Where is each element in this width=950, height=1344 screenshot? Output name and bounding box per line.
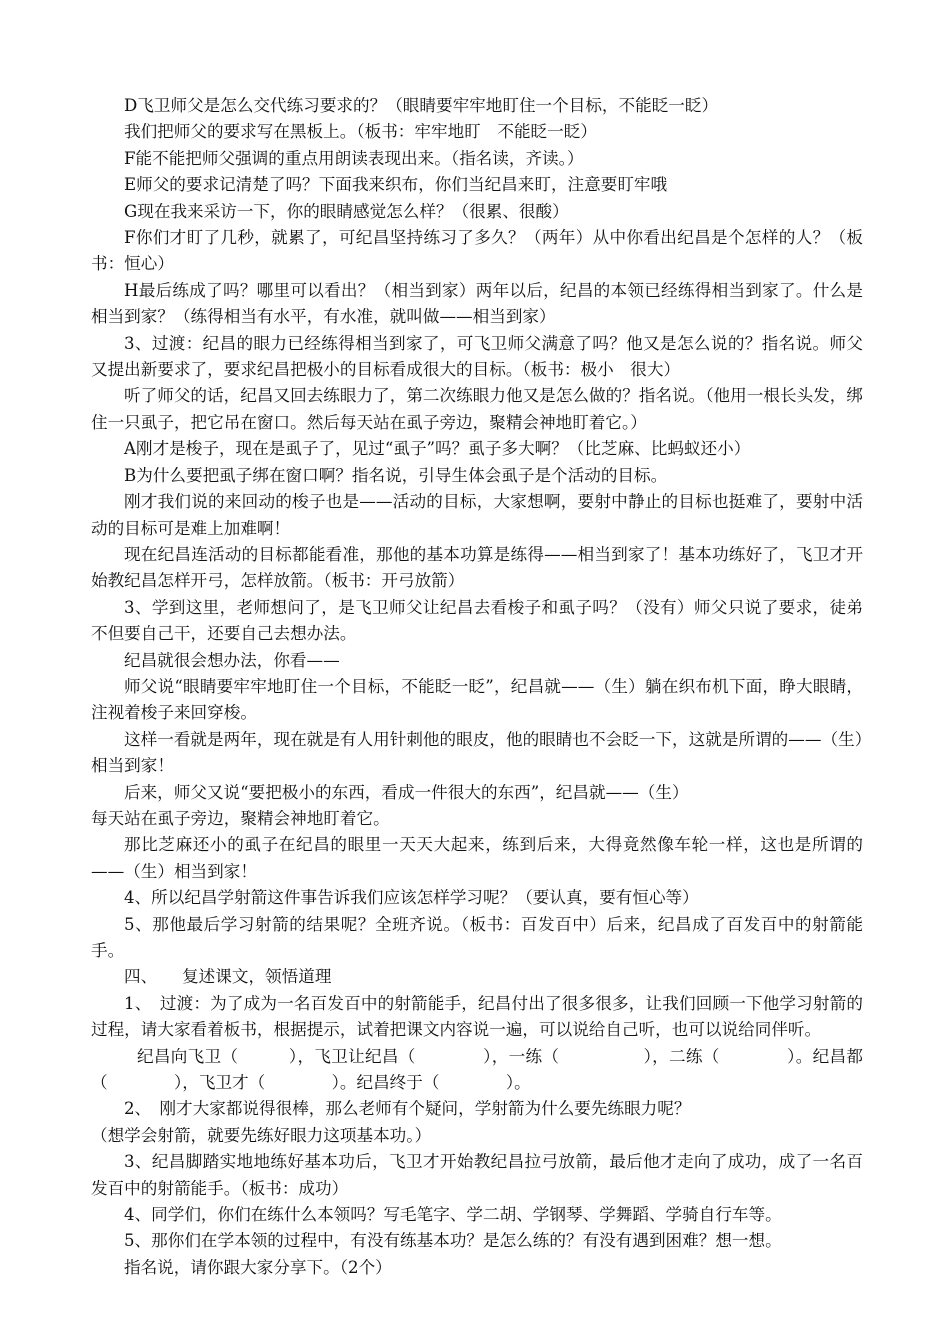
paragraph: 5、那你们在学本领的过程中，有没有练基本功？是怎么练的？有没有遇到困难？想一想。 [124, 1231, 782, 1251]
paragraph: 4、所以纪昌学射箭这件事告诉我们应该怎样学习呢？（要认真，要有恒心等） [124, 888, 699, 908]
paragraph: 纪昌就很会想办法，你看—— [124, 650, 340, 670]
paragraph: 3、纪昌脚踏实地地练好基本功后，飞卫才开始教纪昌拉弓放箭，最后他才走向了成功，成了一名百发百中的射箭能手。（板书：成功） [91, 1152, 863, 1198]
paragraph: 师父说“眼睛要牢牢地盯住一个目标，不能眨一眨”，纪昌就——（生）躺在织布机下面，睁大眼睛，注视着梭子来回穿梭。 [91, 676, 863, 723]
section-heading: 四、 复述课文，领悟道理 [124, 967, 332, 987]
paragraph: F你们才盯了几秒，就累了，可纪昌坚持练习了多久？（两年）从中你看出纪昌是个怎样的人？（板书：恒心） [91, 228, 863, 274]
paragraph: G现在我来采访一下，你的眼睛感觉怎么样？（很累、很酸） [124, 201, 569, 221]
paragraph: D飞卫师父是怎么交代练习要求的？（眼睛要牢牢地盯住一个目标，不能眨一眨） [124, 96, 719, 115]
paragraph: 3、学到这里，老师想问了，是飞卫师父让纪昌去看梭子和虱子吗？（没有）师父只说了要求，徒弟不但要自己干，还要自己去想办法。 [91, 597, 863, 644]
document-body [91, 93, 863, 1281]
paragraph: 听了师父的话，纪昌又回去练眼力了，第二次练眼力他又是怎么做的？指名说。（他用一根长头发，绑住一只虱子，把它吊在窗口。然后每天站在虱子旁边，聚精会神地盯着它。） [91, 386, 863, 432]
paragraph: 2、 刚才大家都说得很棒，那么老师有个疑问，学射箭为什么要先练眼力呢？ [124, 1099, 691, 1119]
paragraph: 1、 过渡：为了成为一名百发百中的射箭能手，纪昌付出了很多很多，让我们回顾一下他学习射箭的过程，请大家看着板书，根据提示，试着把课文内容说一遍，可以说给自己听，也可以说给同伴听。 [91, 993, 863, 1040]
paragraph: 我们把师父的要求写在黑板上。（板书：牢牢地盯 不能眨一眨） [124, 122, 597, 142]
paragraph: 5、那他最后学习射箭的结果呢？全班齐说。（板书：百发百中）后来，纪昌成了百发百中的射箭能手。 [91, 914, 863, 960]
paragraph: 指名说，请你跟大家分享下。（2个） [124, 1257, 392, 1277]
paragraph: 刚才我们说的来回动的梭子也是——活动的目标，大家想啊，要射中静止的目标也挺难了，要射中活动的目标可是难上加难啊！ [91, 492, 863, 538]
paragraph: （想学会射箭，就要先练好眼力这项基本功。） [91, 1125, 432, 1145]
paragraph: 现在纪昌连活动的目标都能看准，那他的基本功算是练得——相当到家了！基本功练好了，飞卫才开始教纪昌怎样开弓，怎样放箭。（板书：开弓放箭） [91, 544, 863, 591]
paragraph: 后来，师父又说“要把极小的东西，看成一件很大的东西”，纪昌就——（生） [124, 782, 689, 802]
paragraph: E师父的要求记清楚了吗？下面我来织布，你们当纪昌来盯，注意要盯牢哦 [124, 175, 668, 195]
paragraph: B为什么要把虱子绑在窗口啊？指名说，引导生体会虱子是个活动的目标。 [124, 465, 668, 485]
paragraph: A刚才是梭子，现在是虱子了，见过“虱子”吗？虱子多大啊？（比芝麻、比蚂蚁还小） [124, 439, 751, 459]
paragraph: F能不能把师父强调的重点用朗读表现出来。（指名读，齐读。） [124, 148, 584, 168]
paragraph: 4、同学们，你们在练什么本领吗？写毛笔字、学二胡、学钢琴、学舞蹈、学骑自行车等。 [124, 1205, 782, 1225]
paragraph: 每天站在虱子旁边，聚精会神地盯着它。 [91, 808, 390, 828]
paragraph: H最后练成了吗？哪里可以看出？（相当到家）两年以后，纪昌的本领已经练得相当到家了。什么是相当到家？（练得相当有水平，有水准，就叫做——相当到家） [91, 280, 863, 327]
fill-in-blank-paragraph: 纪昌向飞卫（ ），飞卫让纪昌（ ），一练（ ），二练（ ）。纪昌都（ ），飞卫才（ ）。纪昌终于（ ）。 [91, 1046, 863, 1093]
paragraph: 3、过渡：纪昌的眼力已经练得相当到家了，可飞卫师父满意了吗？他又是怎么说的？指名说。师父又提出新要求了，要求纪昌把极小的目标看成很大的目标。（板书：极小 很大） [91, 333, 863, 380]
paragraph: 这样一看就是两年，现在就是有人用针刺他的眼皮，他的眼睛也不会眨一下，这就是所谓的——（生）相当到家！ [91, 729, 863, 776]
paragraph: 那比芝麻还小的虱子在纪昌的眼里一天天大起来，练到后来，大得竟然像车轮一样，这也是所谓的——（生）相当到家！ [91, 835, 863, 881]
